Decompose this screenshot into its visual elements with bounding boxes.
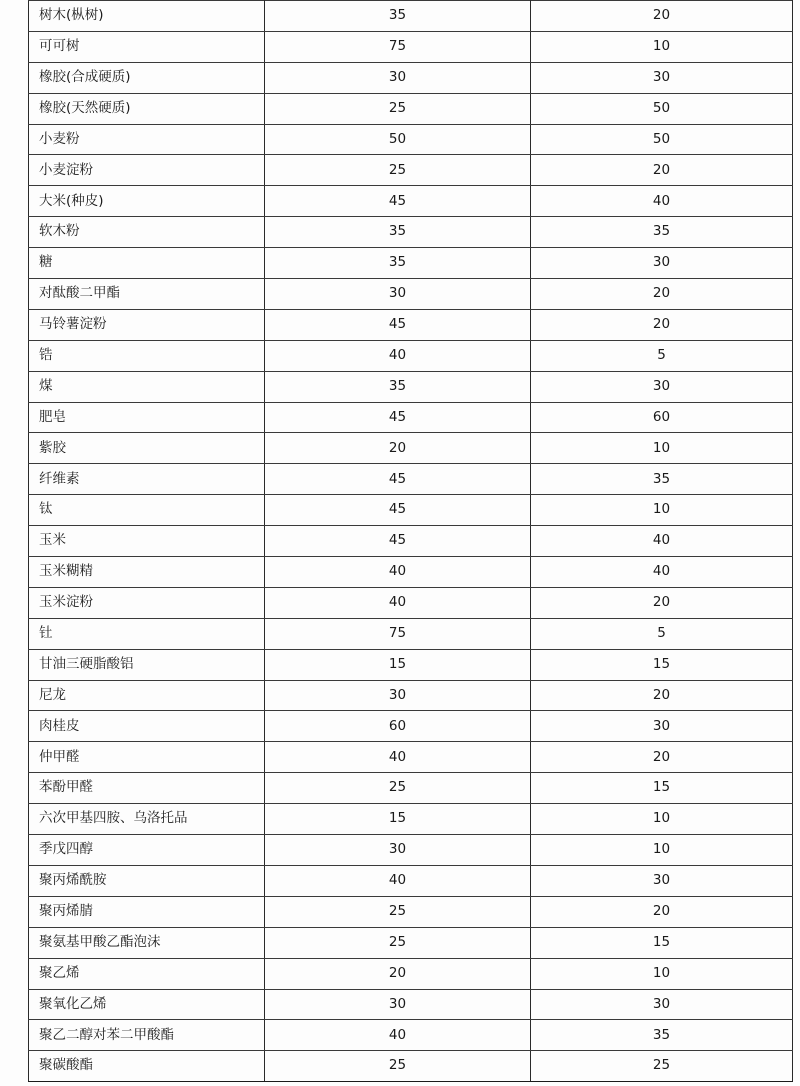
table-row <box>29 248 793 279</box>
table-row <box>29 711 793 742</box>
table-row <box>29 279 793 310</box>
table-row <box>29 1 793 32</box>
value-a-cell: 45 <box>265 526 531 557</box>
value-a-cell: 30 <box>265 62 531 93</box>
value-b-cell: 20 <box>531 587 793 618</box>
value-b-cell: 40 <box>531 557 793 588</box>
value-a-cell: 50 <box>265 124 531 155</box>
value-a-cell: 40 <box>265 742 531 773</box>
substance-name-cell: 苯酚甲醛 <box>29 773 265 804</box>
value-a-cell: 35 <box>265 1 531 32</box>
value-a-cell: 40 <box>265 557 531 588</box>
value-b-cell: 15 <box>531 927 793 958</box>
table-row <box>29 433 793 464</box>
value-b-cell: 35 <box>531 464 793 495</box>
substance-name-cell: 聚乙烯 <box>29 958 265 989</box>
substance-name-cell: 肉桂皮 <box>29 711 265 742</box>
value-a-cell: 25 <box>265 773 531 804</box>
table-row <box>29 124 793 155</box>
value-b-cell: 15 <box>531 649 793 680</box>
value-a-cell: 45 <box>265 495 531 526</box>
table-row <box>29 773 793 804</box>
value-a-cell: 35 <box>265 371 531 402</box>
table-row <box>29 464 793 495</box>
substance-name-cell: 聚碳酸酯 <box>29 1051 265 1082</box>
value-b-cell: 30 <box>531 62 793 93</box>
value-a-cell: 30 <box>265 835 531 866</box>
value-b-cell: 10 <box>531 495 793 526</box>
value-b-cell: 10 <box>531 958 793 989</box>
value-a-cell: 75 <box>265 618 531 649</box>
substance-name-cell: 玉米糊精 <box>29 557 265 588</box>
value-a-cell: 20 <box>265 433 531 464</box>
value-b-cell: 30 <box>531 865 793 896</box>
value-a-cell: 45 <box>265 464 531 495</box>
table-row <box>29 557 793 588</box>
value-a-cell: 25 <box>265 93 531 124</box>
substance-name-cell: 甘油三硬脂酸铝 <box>29 649 265 680</box>
table-row <box>29 31 793 62</box>
substance-name-cell: 纤维素 <box>29 464 265 495</box>
substance-name-cell: 紫胶 <box>29 433 265 464</box>
substance-name-cell: 煤 <box>29 371 265 402</box>
substance-name-cell: 糖 <box>29 248 265 279</box>
table-row <box>29 1051 793 1082</box>
value-b-cell: 15 <box>531 773 793 804</box>
value-a-cell: 40 <box>265 1020 531 1051</box>
table-row <box>29 927 793 958</box>
table-row <box>29 896 793 927</box>
value-a-cell: 25 <box>265 155 531 186</box>
value-b-cell: 50 <box>531 93 793 124</box>
value-a-cell: 75 <box>265 31 531 62</box>
data-table <box>28 0 793 1082</box>
value-a-cell: 25 <box>265 1051 531 1082</box>
table-row <box>29 587 793 618</box>
substance-name-cell: 钛 <box>29 495 265 526</box>
value-a-cell: 20 <box>265 958 531 989</box>
value-a-cell: 35 <box>265 248 531 279</box>
value-a-cell: 30 <box>265 989 531 1020</box>
substance-name-cell: 可可树 <box>29 31 265 62</box>
substance-name-cell: 聚丙烯酰胺 <box>29 865 265 896</box>
substance-name-cell: 尼龙 <box>29 680 265 711</box>
value-b-cell: 30 <box>531 711 793 742</box>
value-b-cell: 35 <box>531 1020 793 1051</box>
substance-name-cell: 玉米 <box>29 526 265 557</box>
substance-name-cell: 聚氧化乙烯 <box>29 989 265 1020</box>
table-row <box>29 402 793 433</box>
value-b-cell: 20 <box>531 309 793 340</box>
value-a-cell: 45 <box>265 402 531 433</box>
value-a-cell: 45 <box>265 186 531 217</box>
substance-name-cell: 钍 <box>29 618 265 649</box>
substance-name-cell: 对酞酸二甲酯 <box>29 279 265 310</box>
substance-name-cell: 橡胶(天然硬质) <box>29 93 265 124</box>
value-b-cell: 20 <box>531 155 793 186</box>
value-b-cell: 20 <box>531 896 793 927</box>
substance-name-cell: 小麦淀粉 <box>29 155 265 186</box>
value-b-cell: 50 <box>531 124 793 155</box>
value-b-cell: 40 <box>531 526 793 557</box>
substance-name-cell: 玉米淀粉 <box>29 587 265 618</box>
table-row <box>29 804 793 835</box>
substance-name-cell: 马铃薯淀粉 <box>29 309 265 340</box>
table-row <box>29 371 793 402</box>
table-row <box>29 835 793 866</box>
value-b-cell: 10 <box>531 31 793 62</box>
value-a-cell: 15 <box>265 804 531 835</box>
table-row <box>29 217 793 248</box>
table-row <box>29 62 793 93</box>
table-row <box>29 526 793 557</box>
substance-name-cell: 树木(枞树) <box>29 1 265 32</box>
substance-name-cell: 软木粉 <box>29 217 265 248</box>
substance-name-cell: 六次甲基四胺、乌洛托品 <box>29 804 265 835</box>
value-b-cell: 5 <box>531 618 793 649</box>
value-b-cell: 35 <box>531 217 793 248</box>
value-a-cell: 35 <box>265 217 531 248</box>
value-b-cell: 40 <box>531 186 793 217</box>
table-row <box>29 495 793 526</box>
value-b-cell: 30 <box>531 371 793 402</box>
value-a-cell: 40 <box>265 587 531 618</box>
substance-name-cell: 小麦粉 <box>29 124 265 155</box>
value-b-cell: 20 <box>531 742 793 773</box>
value-b-cell: 25 <box>531 1051 793 1082</box>
value-a-cell: 15 <box>265 649 531 680</box>
substance-name-cell: 橡胶(合成硬质) <box>29 62 265 93</box>
value-b-cell: 20 <box>531 279 793 310</box>
table-row <box>29 958 793 989</box>
table-row <box>29 989 793 1020</box>
value-a-cell: 30 <box>265 279 531 310</box>
substance-name-cell: 聚氨基甲酸乙酯泡沫 <box>29 927 265 958</box>
substance-name-cell: 仲甲醛 <box>29 742 265 773</box>
value-b-cell: 60 <box>531 402 793 433</box>
table-row <box>29 742 793 773</box>
table-body <box>29 1 793 1082</box>
value-b-cell: 20 <box>531 1 793 32</box>
table-row <box>29 155 793 186</box>
table-row <box>29 865 793 896</box>
value-a-cell: 30 <box>265 680 531 711</box>
value-b-cell: 5 <box>531 340 793 371</box>
value-b-cell: 30 <box>531 248 793 279</box>
substance-name-cell: 锆 <box>29 340 265 371</box>
substance-name-cell: 肥皂 <box>29 402 265 433</box>
table-row <box>29 93 793 124</box>
value-a-cell: 60 <box>265 711 531 742</box>
table-row <box>29 649 793 680</box>
table-row <box>29 1020 793 1051</box>
value-b-cell: 10 <box>531 433 793 464</box>
value-a-cell: 45 <box>265 309 531 340</box>
value-a-cell: 40 <box>265 340 531 371</box>
substance-name-cell: 季戊四醇 <box>29 835 265 866</box>
substance-name-cell: 聚丙烯腈 <box>29 896 265 927</box>
table-row <box>29 680 793 711</box>
value-b-cell: 30 <box>531 989 793 1020</box>
substance-name-cell: 聚乙二醇对苯二甲酸酯 <box>29 1020 265 1051</box>
value-b-cell: 10 <box>531 835 793 866</box>
value-a-cell: 25 <box>265 927 531 958</box>
value-a-cell: 40 <box>265 865 531 896</box>
value-a-cell: 25 <box>265 896 531 927</box>
table-row <box>29 618 793 649</box>
table-row <box>29 340 793 371</box>
value-b-cell: 20 <box>531 680 793 711</box>
value-b-cell: 10 <box>531 804 793 835</box>
table-row <box>29 309 793 340</box>
substance-name-cell: 大米(种皮) <box>29 186 265 217</box>
table-row <box>29 186 793 217</box>
